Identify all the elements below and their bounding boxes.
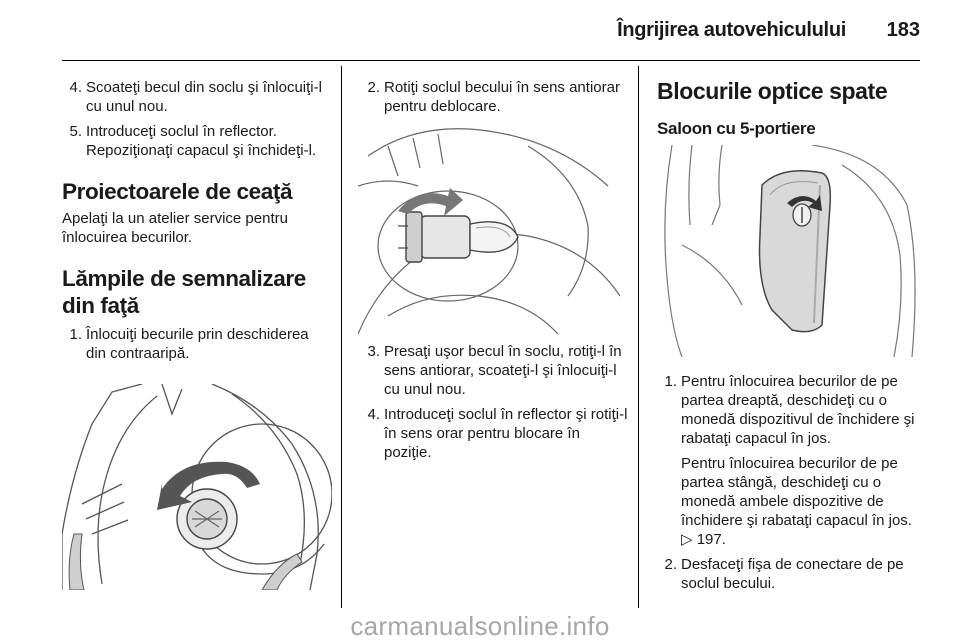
list-text: Introduceţi soclul în reflector. Repoziţionaţi capacul şi închideţi-l. <box>86 123 317 159</box>
list-number: 2. <box>664 556 677 573</box>
list-item <box>360 342 628 399</box>
watermark: carmanualsonline.info <box>350 611 610 641</box>
bulb-socket-illustration <box>358 116 620 334</box>
list-number: 2. <box>367 79 380 96</box>
list-number: 1. <box>69 326 82 343</box>
list-text: Scoateţi becul din soclu şi înlocuiţi-l cu unul nou. <box>86 79 322 115</box>
page-ref-number[interactable]: 197. <box>696 531 726 548</box>
list-text: Rotiţi soclul becului în sens antiorar pentru deblocare. <box>384 79 620 115</box>
page-number: 183 <box>886 19 920 41</box>
tail-light-cover-illustration <box>662 145 920 357</box>
list-item <box>360 405 628 462</box>
tail-lights-heading: Blocurile optice spate <box>657 78 888 104</box>
list-number: 4. <box>367 406 380 423</box>
list-item <box>657 372 920 549</box>
list-text: Înlocuiţi becurile prin deschiderea din contraaripă. <box>86 326 309 362</box>
column-2-lower <box>360 342 628 468</box>
list-item <box>62 325 330 363</box>
list-text: Presaţi uşor becul în soclu, rotiţi-l în sens antiorar, scoateţi-l şi înlocuiţi-l cu unul nou. <box>384 343 622 398</box>
fog-lamps-text: Apelaţi la un atelier service pentru înlocuirea becurilor. <box>62 210 288 246</box>
list-number: 3. <box>367 343 380 360</box>
turn-signal-bulb-illustration <box>62 384 332 590</box>
list-number: 5. <box>69 123 82 140</box>
fog-lamps-heading: Proiectoarele de ceaţă <box>62 179 293 204</box>
column-3 <box>657 78 920 139</box>
list-text-continued <box>681 454 920 549</box>
list-item <box>62 78 330 116</box>
list-text: Desfaceţi fişa de conectare de pe soclul becului. <box>681 556 904 592</box>
column-3-lower <box>657 372 920 599</box>
saloon-subheading: Saloon cu 5-portiere <box>657 119 816 138</box>
header-rule <box>62 60 920 61</box>
list-item <box>657 555 920 593</box>
page-header-title: Îngrijirea autovehiculului <box>617 19 846 41</box>
list-number: 1. <box>664 373 677 390</box>
list-text: Introduceţi soclul în reflector şi rotiţi-l în sens orar pentru blocare în poziţie. <box>384 406 628 461</box>
list-text-part: Pentru înlocuirea becurilor de pe partea stângă, deschideţi cu o monedă ambele dispozitive de închidere şi rabataţi capacul în jos. <box>681 455 912 529</box>
turn-signals-heading: Lămpile de semnalizare din faţă <box>62 266 306 318</box>
list-text: Pentru înlocuirea becurilor de pe partea dreaptă, deschideţi cu o monedă dispozitivul de închidere şi rabataţi capacul în jos. <box>681 373 915 447</box>
page-ref-icon[interactable]: ▷ <box>681 531 693 548</box>
list-item <box>360 78 628 116</box>
column-1 <box>62 78 330 369</box>
column-divider-2 <box>638 66 639 608</box>
column-divider-1 <box>341 66 342 608</box>
list-item <box>62 122 330 160</box>
list-number: 4. <box>69 79 82 96</box>
